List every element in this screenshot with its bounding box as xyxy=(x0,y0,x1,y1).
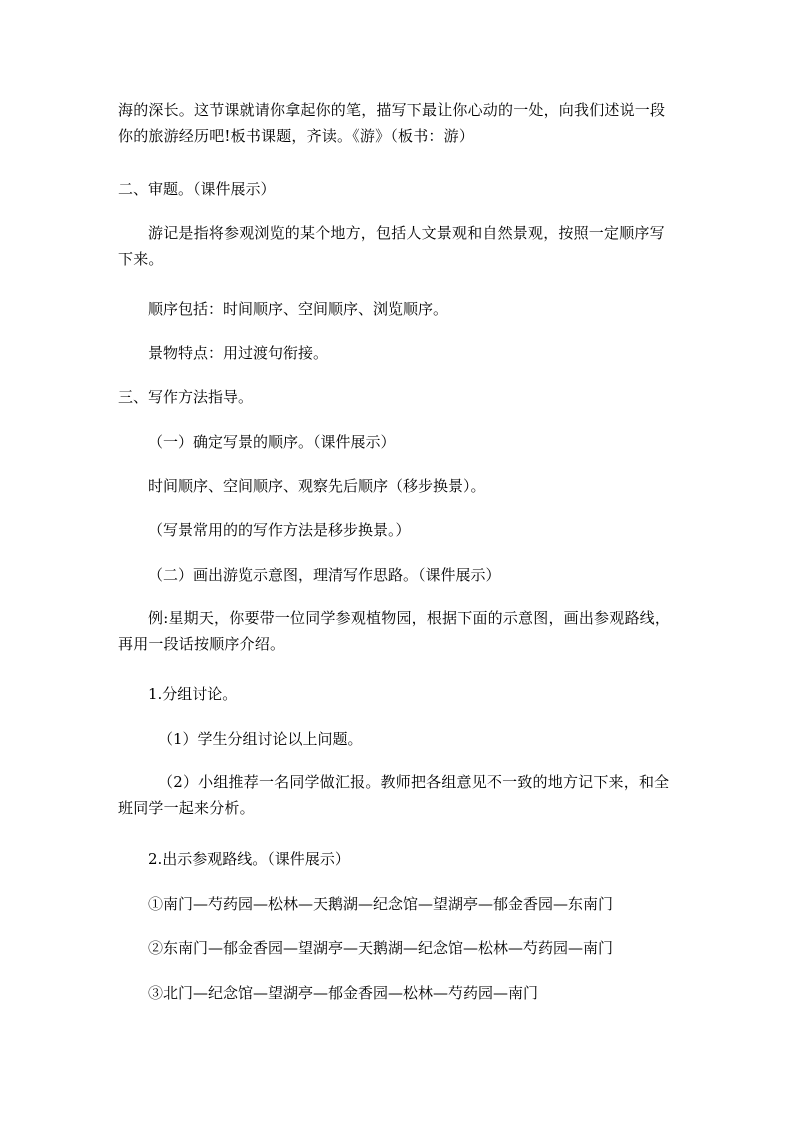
order-list: 时间顺序、空间顺序、观察先后顺序（移步换景）。 xyxy=(148,477,486,495)
route-2: ②东南门—郁金香园—望湖亭—天鹅湖—纪念馆—松林—芍药园—南门 xyxy=(148,939,614,957)
step-1-item-2: （2）小组推荐一名同学做汇报。教师把各组意见不一致的地方记下来，和全班同学一起来分析。 xyxy=(118,773,670,817)
step-1: 1.分组讨论。 xyxy=(148,685,238,703)
section-heading-3: 三、写作方法指导。 xyxy=(118,388,254,406)
travelogue-definition: 游记是指将参观浏览的某个地方，包括人文景观和自然景观，按照一定顺序写下来。 xyxy=(118,224,665,268)
route-3: ③北门—纪念馆—望湖亭—郁金香园—松林—芍药园—南门 xyxy=(148,984,539,1002)
step-2: 2.出示参观路线。（课件展示） xyxy=(148,850,350,868)
subsection-2: （二）画出游览示意图，理清写作思路。（课件展示） xyxy=(148,566,501,584)
intro-paragraph: 海的深长。这节课就请你拿起你的笔，描写下最让你心动的一处，向我们述说一段你的旅游经历吧!板书课题，齐读。《游》（板书：游） xyxy=(118,101,666,145)
route-1: ①南门—芍药园—松林—天鹅湖—纪念馆—望湖亭—郁金香园—东南门 xyxy=(148,895,614,913)
example-paragraph: 例:星期天，你要带一位同学参观植物园，根据下面的示意图，画出参观路线，再用一段话按顺序介绍。 xyxy=(118,609,671,653)
section-heading-2: 二、审题。（课件展示） xyxy=(118,180,276,198)
subsection-1: （一）确定写景的顺序。（课件展示） xyxy=(148,433,396,451)
common-method-note: （写景常用的的写作方法是移步换景。） xyxy=(148,521,411,539)
order-types: 顺序包括：时间顺序、空间顺序、浏览顺序。 xyxy=(148,300,449,318)
scenery-features: 景物特点：用过渡句衔接。 xyxy=(148,344,329,362)
step-1-item-1: （1）学生分组讨论以上问题。 xyxy=(158,730,363,748)
